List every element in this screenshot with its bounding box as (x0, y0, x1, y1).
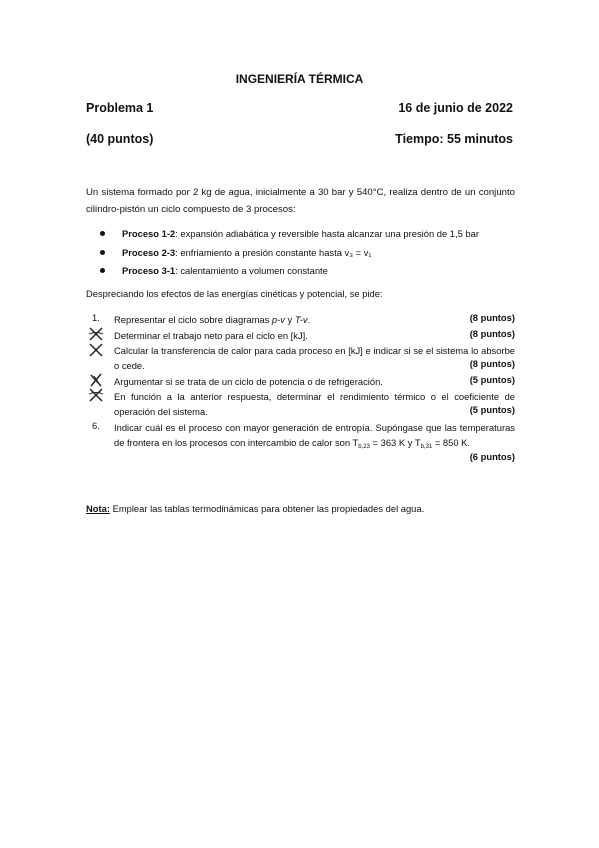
list-item (100, 265, 520, 284)
note-label: Nota: (86, 503, 110, 514)
problem-statement: Un sistema formado por 2 kg de agua, inicialmente a 30 bar y 540°C, realiza dentro de un conjunto cilindro-pistón un ciclo compuesto de 3 procesos: (86, 187, 515, 215)
question-text: Argumentar si se trata de un ciclo de potencia o de refrigeración. (114, 376, 383, 387)
question-points: (8 puntos) (469, 358, 515, 369)
question-number: 1. (92, 312, 100, 323)
time-limit: Tiempo: 55 minutos (395, 132, 513, 146)
process-label: Proceso 1-2 (122, 228, 176, 239)
handwritten-cross-mark-icon (88, 327, 104, 341)
process-label: Proceso 2-3 (122, 246, 176, 258)
question-points: (6 puntos) (469, 451, 515, 462)
question-text: Representar el ciclo sobre diagramas p-v y T-v. (114, 314, 311, 325)
note-text: Emplear las tablas termodinámicas para obtener las propiedades del agua. (109, 503, 425, 514)
handwritten-cross-mark-icon (88, 373, 104, 387)
bullet-icon (100, 250, 105, 255)
process-list (100, 228, 520, 284)
question-points: (5 puntos) (469, 404, 515, 415)
question-item (86, 328, 515, 344)
exam-date: 16 de junio de 2022 (398, 101, 513, 115)
question-text: En función a la anterior respuesta, determinar el rendimiento térmico o el coeficiente de operación del sistema. (114, 391, 515, 418)
bullet-icon (100, 268, 105, 273)
question-item (86, 343, 515, 375)
total-points: (40 puntos) (86, 132, 154, 146)
note (86, 503, 424, 514)
question-number: 6. (92, 420, 100, 431)
process-description: : expansión adiabática y reversible hasta alcanzar una presión de 1,5 bar (175, 228, 479, 239)
process-description: : enfriamiento a presión constante hasta v₃ = v₁ (175, 246, 372, 258)
bullet-icon (100, 231, 105, 236)
page-title: INGENIERÍA TÉRMICA (235, 72, 364, 86)
request-text: Despreciando los efectos de las energías cinéticas y potencial, se pide: (86, 288, 383, 299)
question-item (86, 389, 515, 421)
question-item (86, 374, 515, 390)
question-points: (5 puntos) (469, 374, 515, 385)
question-points: (8 puntos) (469, 328, 515, 339)
handwritten-cross-mark-icon (88, 343, 104, 357)
question-text: Indicar cuál es el proceso con mayor generación de entropía. Supóngase que las temperaturas de frontera en los procesos con intercambio de calor son $T_{b,23} = 363$ K y $T_{b,31} = 850$ K. (114, 422, 515, 451)
list-item (100, 247, 520, 266)
question-item (86, 420, 515, 468)
question-text: Determinar el trabajo neto para el ciclo en [kJ]. (114, 330, 308, 341)
question-points: (8 puntos) (469, 312, 515, 323)
question-item (86, 312, 515, 328)
problem-label: Problema 1 (86, 101, 154, 115)
process-description: : calentamiento a volumen constante (175, 265, 328, 276)
question-text: Calcular la transferencia de calor para cada proceso en [kJ] e indicar si se el sistema lo absorbe o cede. (114, 345, 515, 372)
handwritten-cross-mark-icon (88, 388, 104, 402)
process-label: Proceso 3-1 (122, 265, 176, 276)
list-item (100, 228, 520, 247)
